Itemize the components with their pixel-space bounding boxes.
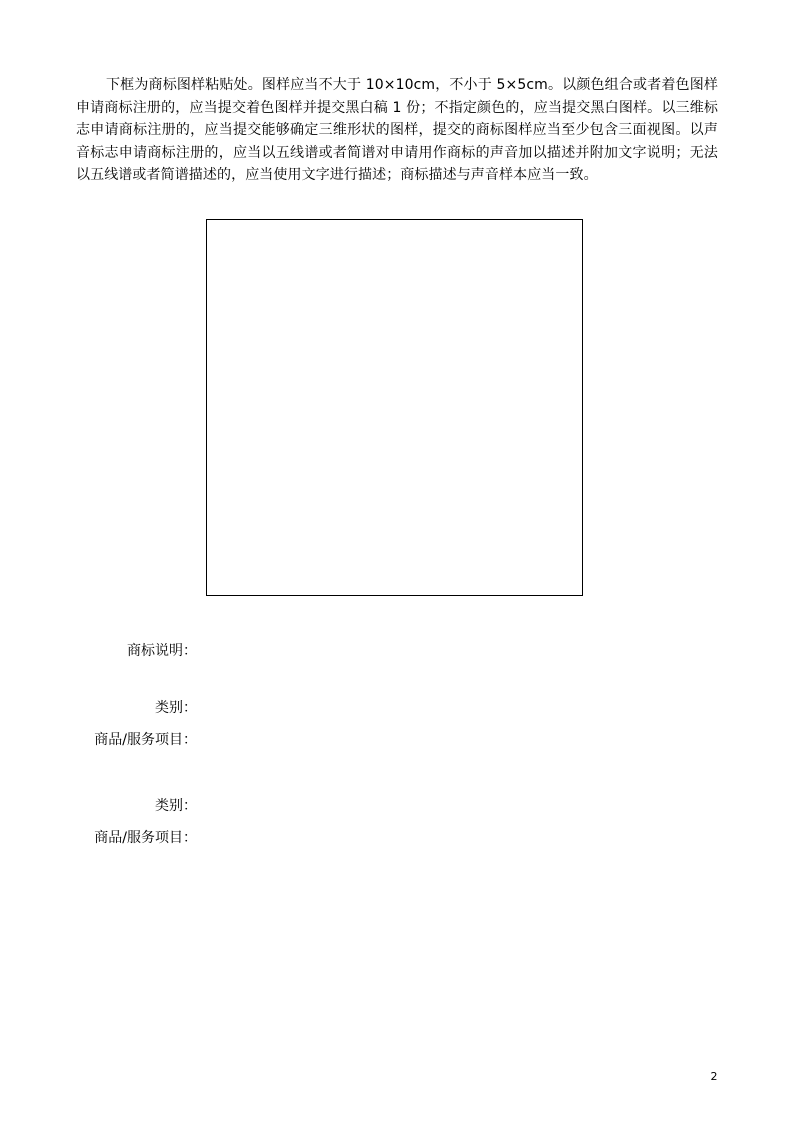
category-label-2: 类别： — [155, 798, 197, 814]
goods-services-label-1: 商品/服务项目： — [94, 732, 197, 748]
trademark-description-label: 商标说明： — [127, 643, 197, 659]
page-number: 2 — [710, 1070, 718, 1083]
instructions-paragraph: 下框为商标图样粘贴处。图样应当不大于 10×10cm，不小于 5×5cm。以颜色组合或者着色图样申请商标注册的，应当提交着色图样并提交黑白稿 1 份；不指定颜色的，应当提交黑白图样。以三维标志申请商标注册的，应当提交能够确定三维形状的图样，提交的商标图样应当至少包含三面视图。以声音标志申请商标注册的，应当以五线谱或者简谱对申请用作商标的声音加以描述并附加文字说明；无法以五线谱或者简谱描述的，应当使用文字进行描述；商标描述与声音样本应当一致。 — [76, 77, 718, 183]
goods-services-label-2: 商品/服务项目： — [94, 830, 197, 846]
trademark-image-paste-area[interactable] — [206, 219, 583, 596]
category-label-1: 类别： — [155, 700, 197, 716]
